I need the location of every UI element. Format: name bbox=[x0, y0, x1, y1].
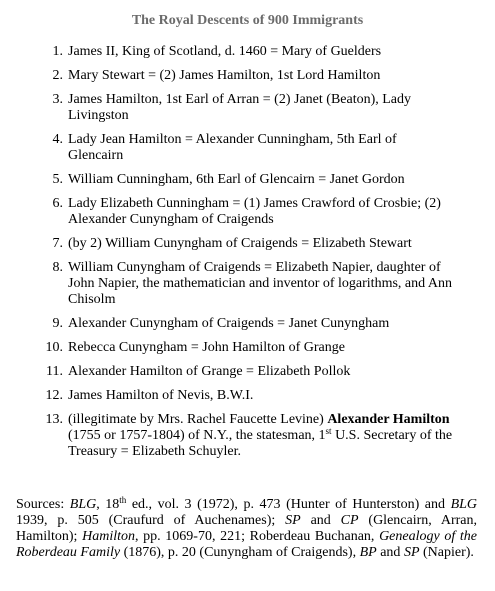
item-text: James II, King of Scotland, d. 1460 = Mary of Guelders bbox=[68, 44, 382, 59]
item-text: Mary Stewart = (2) James Hamilton, 1st Lord Hamilton bbox=[68, 68, 381, 83]
item-text: William Cunyngham of Craigends = Elizabeth Napier, daughter of John Napier, the mathematician and inventor of logarithms, and Ann Chisolm bbox=[68, 260, 452, 307]
source-text: and bbox=[300, 513, 341, 528]
source-text: ed., vol. 3 (1972), p. 473 (Hunter of Hunterston) and bbox=[126, 497, 451, 512]
item-person-name: Alexander Hamilton bbox=[327, 412, 450, 427]
item-text-prefix: (illegitimate by Mrs. Rachel Faucette Levine) bbox=[68, 412, 328, 427]
source-abbrev: Hamilton bbox=[82, 529, 135, 544]
source-abbrev: BP bbox=[359, 545, 377, 560]
list-item bbox=[0, 412, 495, 460]
item-number: 3. bbox=[52, 92, 63, 107]
item-number: 2. bbox=[52, 68, 63, 83]
list-item bbox=[0, 364, 495, 380]
source-abbrev: BLG bbox=[69, 497, 97, 512]
item-text: Alexander Cunyngham of Craigends = Janet Cunyngham bbox=[68, 316, 390, 331]
source-text: (1876), p. 20 (Cunyngham of Craigends), bbox=[120, 545, 360, 560]
item-text: Rebecca Cunyngham = John Hamilton of Grange bbox=[68, 340, 345, 355]
source-abbrev: CP bbox=[340, 513, 359, 528]
item-number: 9. bbox=[52, 316, 63, 331]
item-text: James Hamilton of Nevis, B.W.I. bbox=[68, 388, 254, 403]
list-item bbox=[0, 68, 495, 84]
item-text: James Hamilton, 1st Earl of Arran = (2) Janet (Beaton), Lady Livingston bbox=[68, 92, 412, 123]
item-text-middle: (1755 or 1757-1804) of N.Y., the statesman, 1 bbox=[68, 428, 326, 443]
source-abbrev: SP bbox=[403, 545, 420, 560]
item-text: (by 2) William Cunyngham of Craigends = Elizabeth Stewart bbox=[68, 236, 412, 251]
item-text: Lady Jean Hamilton = Alexander Cunningham, 5th Earl of Glencairn bbox=[68, 132, 397, 163]
sources-label: Sources: bbox=[16, 497, 70, 512]
list-item bbox=[0, 316, 495, 332]
source-abbrev: BLG bbox=[450, 497, 478, 512]
list-item bbox=[0, 132, 495, 164]
ordinal-suffix: th bbox=[119, 495, 127, 505]
ordinal-suffix: st bbox=[325, 426, 332, 436]
item-text-suffix: U.S. Secretary of the Treasury = Elizabeth Schuyler. bbox=[68, 428, 453, 459]
item-number: 5. bbox=[52, 172, 63, 187]
list-item bbox=[0, 388, 495, 404]
document-title: The Royal Descents of 900 Immigrants bbox=[131, 13, 364, 28]
source-text: , 18 bbox=[96, 497, 120, 512]
source-text: (Napier). bbox=[419, 545, 474, 560]
item-number: 7. bbox=[52, 236, 63, 251]
source-text: , pp. 1069-70, 221; Roberdeau Buchanan, bbox=[134, 529, 380, 544]
item-number: 10. bbox=[45, 340, 63, 355]
item-number: 1. bbox=[52, 44, 63, 59]
item-number: 13. bbox=[45, 412, 63, 427]
source-text: 1939, p. 505 (Craufurd of Auchenames); bbox=[16, 513, 286, 528]
item-text: Lady Elizabeth Cunningham = (1) James Crawford of Crosbie; (2) Alexander Cunyngham of Craigends bbox=[68, 196, 441, 227]
list-item bbox=[0, 196, 495, 228]
item-number: 12. bbox=[45, 388, 63, 403]
sources-paragraph bbox=[16, 497, 477, 561]
list-item bbox=[0, 340, 495, 356]
source-text: (Glencairn, Arran, Hamilton); bbox=[16, 513, 478, 544]
item-number: 8. bbox=[52, 260, 63, 275]
list-item bbox=[0, 172, 495, 188]
list-item bbox=[0, 236, 495, 252]
item-number: 11. bbox=[46, 364, 63, 379]
item-text: William Cunningham, 6th Earl of Glencairn = Janet Gordon bbox=[68, 172, 405, 187]
list-item bbox=[0, 92, 495, 124]
item-text bbox=[68, 412, 455, 460]
source-book-title: Genealogy of the Roberdeau Family bbox=[16, 529, 477, 560]
descent-list bbox=[0, 44, 495, 468]
item-text: Alexander Hamilton of Grange = Elizabeth Pollok bbox=[68, 364, 351, 379]
item-number: 6. bbox=[52, 196, 63, 211]
list-item bbox=[0, 260, 495, 308]
list-item bbox=[0, 44, 495, 60]
source-text: and bbox=[376, 545, 404, 560]
source-abbrev: SP bbox=[285, 513, 301, 528]
item-number: 4. bbox=[52, 132, 63, 147]
